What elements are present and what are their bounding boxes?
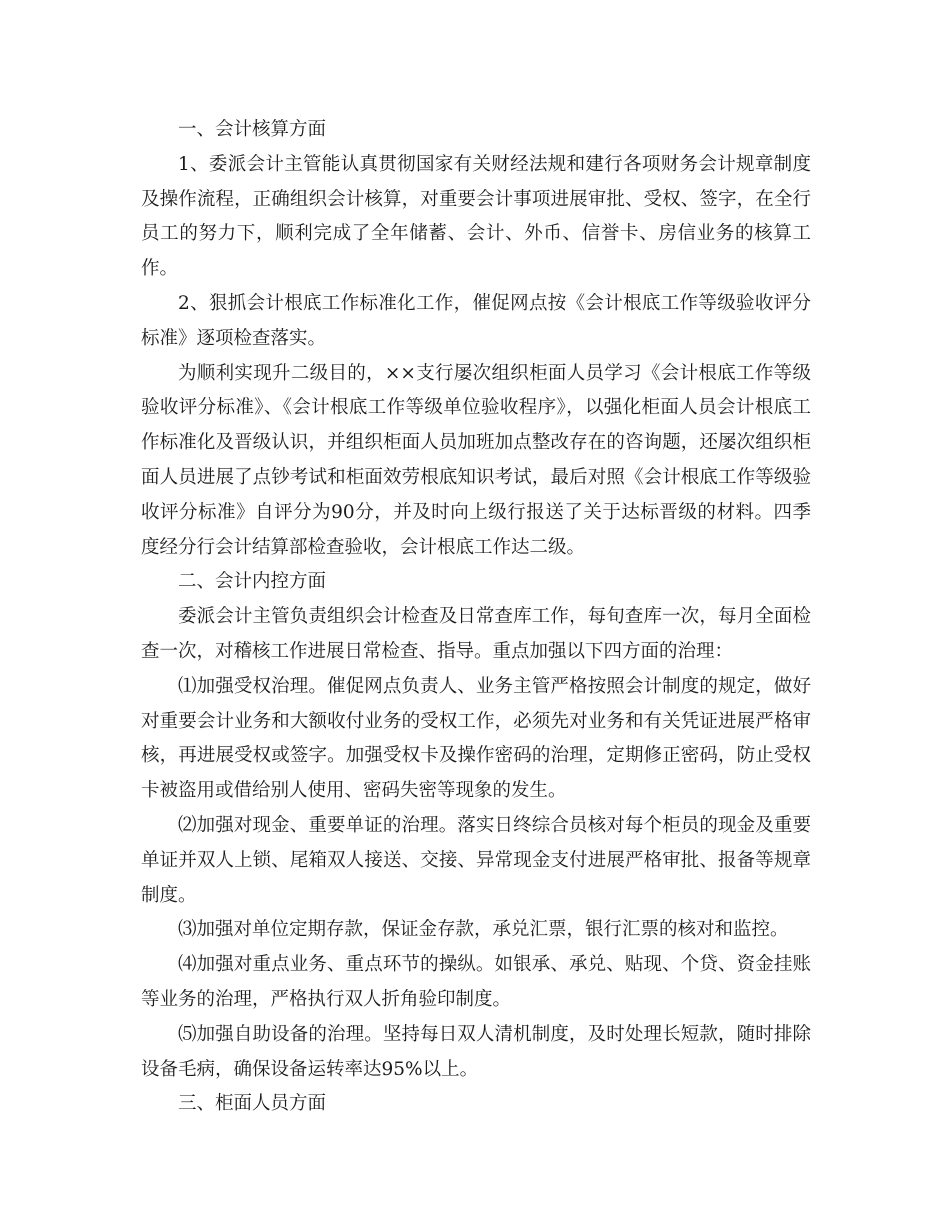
- list-item-deposits: ⑶加强对单位定期存款，保证金存款，承兑汇票，银行汇票的核对和监控。: [178, 919, 789, 941]
- list-item-authorization: ⑴加强受权治理。催促网点负责人、业务主管严格按照会计制度的规定，做好对重要会计业务和大额收付业务的受权工作，必须先对业务和有关凭证进展严格审核，再进展受权或签字。加强受权卡及操作密码的治理，定期修正密码，防止受权卡被盗用或借给别人使用、密码失密等现象的发生。: [141, 675, 811, 802]
- section-heading-counter-staff: 三、柜面人员方面: [178, 1093, 327, 1115]
- list-item-cash-vouchers: ⑵加强对现金、重要单证的治理。落实日终综合员核对每个柜员的现金及重要单证并双人上锁、尾箱双人接送、交接、异常现金支付进展严格审批、报备等规章制度。: [141, 814, 811, 906]
- paragraph-item-1: 1、委派会计主管能认真贯彻国家有关财经法规和建行各项财务会计规章制度及操作流程，正确组织会计核算，对重要会计事项进展审批、受权、签字，在全行员工的努力下，顺利完成了全年储蓄、会计、外币、信誉卡、房信业务的核算工作。: [141, 153, 811, 280]
- paragraph-upgrade-goal: 为顺利实现升二级目的，××支行屡次组织柜面人员学习《会计根底工作等级验收评分标准》、《会计根底工作等级单位验收程序》，以强化柜面人员会计根底工作标准化及晋级认识，并组织柜面人员加班加点整改存在的咨询题，还屡次组织柜面人员进展了点钞考试和柜面效劳根底知识考试，最后对照《会计根底工作等级验收评分标准》自评分为90分，并及时向上级行报送了关于达标晋级的材料。四季度经分行会计结算部检查验收，会计根底工作达二级。: [141, 362, 811, 558]
- list-item-self-service: ⑸加强自助设备的治理。坚持每日双人清机制度，及时处理长短款，随时排除设备毛病，确保设备运转率达95%以上。: [141, 1023, 811, 1080]
- document-page: [141, 113, 811, 1122]
- list-item-key-business: ⑷加强对重点业务、重点环节的操纵。如银承、承兑、贴现、个贷、资金挂账等业务的治理，严格执行双人折角验印制度。: [141, 954, 811, 1010]
- section-heading-accounting: 一、会计核算方面: [178, 119, 327, 140]
- paragraph-item-2: 2、狠抓会计根底工作标准化工作，催促网点按《会计根底工作等级验收评分标准》逐项检查落实。: [141, 292, 811, 349]
- paragraph-inspection: 委派会计主管负责组织会计检查及日常查库工作，每旬查库一次，每月全面检查一次，对稽核工作进展日常检查、指导。重点加强以下四方面的治理：: [141, 606, 811, 662]
- section-heading-internal-control: 二、会计内控方面: [178, 571, 327, 593]
